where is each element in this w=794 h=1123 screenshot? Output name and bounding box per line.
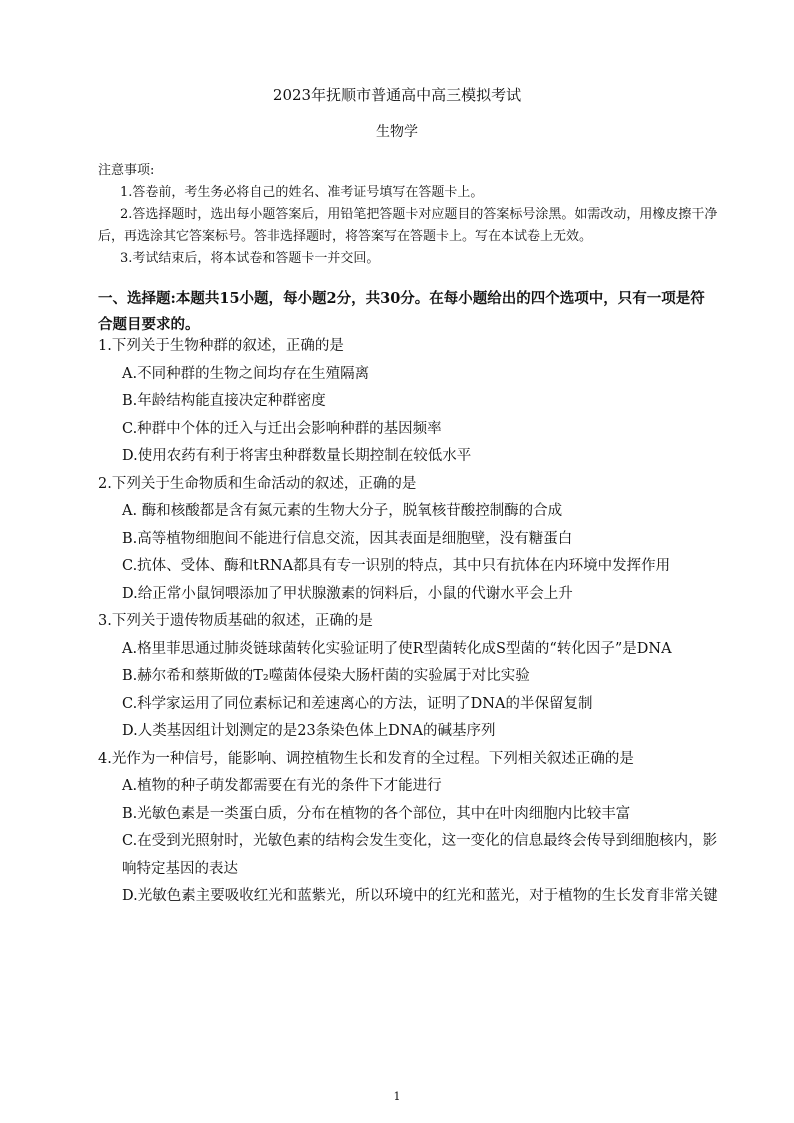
instructions-heading: 注意事项: [98,163,155,178]
instruction-item: 2.答选择题时，选出每小题答案后，用铅笔把答题卡对应题目的答案标号涂黑。如需改动，用橡皮擦干净后，再选涂其它答案标号。答非选择题时，将答案写在答题卡上。写在本试卷上无效。 [98,207,718,244]
question-stem: 1.下列关于生物种群的叙述，正确的是 [98,338,344,354]
question-1 [98,333,718,471]
option-c: C.在受到光照射时，光敏色素的结构会发生变化，这一变化的信息最终会传导到细胞核内，影响特定基因的表达 [122,833,718,877]
question-4 [98,746,718,911]
option-a: A.格里菲思通过肺炎链球菌转化实验证明了使R型菌转化成S型菌的“转化因子”是DNA [122,640,672,657]
question-stem: 4.光作为一种信号，能影响、调控植物生长和发育的全过程。下列相关叙述正确的是 [98,750,634,767]
option-b: B.赫尔希和蔡斯做的T₂噬菌体侵染大肠杆菌的实验属于对比实验 [122,668,530,684]
question-2 [98,471,718,609]
exam-subject: 生物学 [376,124,418,140]
section-heading: 一、选择题:本题共15小题，每小题2分，共30分。在每小题给出的四个选项中，只有一项是符合题目要求的。 [98,290,705,333]
option-b: B.光敏色素是一类蛋白质，分布在植物的各个部位，其中在叶肉细胞内比较丰富 [122,805,631,822]
option-c: C.种群中个体的迁入与迁出会影响种群的基因频率 [122,420,442,437]
question-list [98,333,718,911]
page-number: 1 [393,1090,401,1103]
option-b: B.高等植物细胞间不能进行信息交流，因其表面是细胞壁，没有糖蛋白 [122,530,573,547]
instruction-item: 3.考试结束后，将本试卷和答题卡一并交回。 [120,251,380,266]
option-d: D.给正常小鼠饲喂添加了甲状腺激素的饲料后，小鼠的代谢水平会上升 [122,585,573,602]
question-stem: 2.下列关于生命物质和生命活动的叙述，正确的是 [98,475,417,492]
option-b: B.年龄结构能直接决定种群密度 [122,393,326,409]
exam-instructions [98,160,718,270]
question-stem: 3.下列关于遗传物质基础的叙述，正确的是 [98,613,373,629]
option-a: A.不同种群的生物之间均存在生殖隔离 [122,365,370,382]
option-d: D.人类基因组计划测定的是23条染色体上DNA的碱基序列 [122,723,496,739]
question-3 [98,608,718,746]
option-a: A.植物的种子萌发都需要在有光的条件下才能进行 [122,778,442,794]
option-d: D.光敏色素主要吸收红光和蓝紫光，所以环境中的红光和蓝光，对于植物的生长发育非常关键 [122,888,718,904]
option-d: D.使用农药有利于将害虫种群数量长期控制在较低水平 [122,448,472,464]
option-a: A. 酶和核酸都是含有氮元素的生物大分子，脱氧核苷酸控制酶的合成 [122,503,563,519]
exam-title: 2023年抚顺市普通高中高三模拟考试 [272,86,522,104]
instruction-item: 1.答卷前，考生务必将自己的姓名、准考证号填写在答题卡上。 [120,185,484,200]
option-c: C.科学家运用了同位素标记和差速离心的方法，证明了DNA的半保留复制 [122,695,593,712]
option-c: C.抗体、受体、酶和tRNA都具有专一识别的特点，其中只有抗体在内环境中发挥作用 [122,558,671,574]
